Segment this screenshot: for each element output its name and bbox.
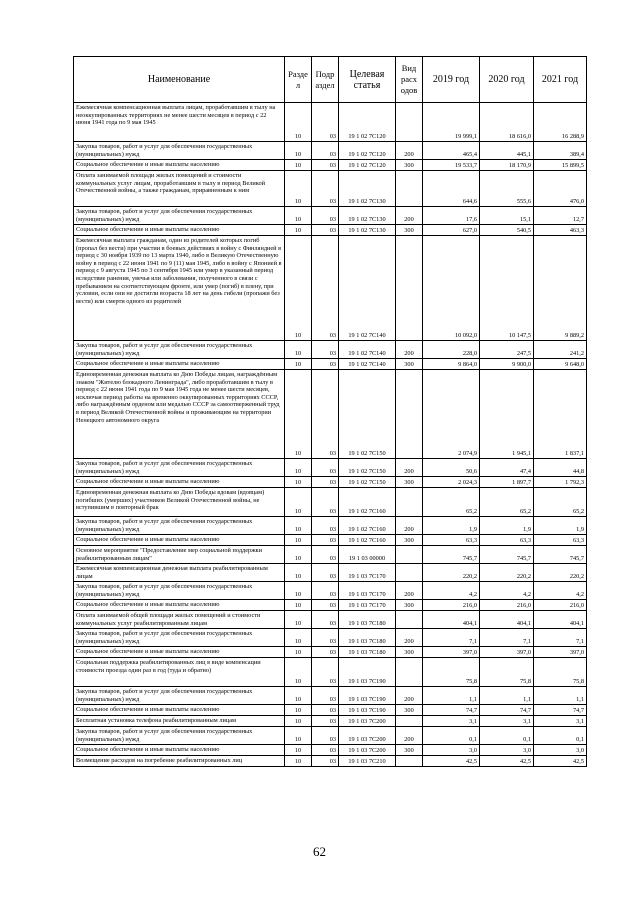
table-row [74,756,587,767]
header-expense-type: Вид расх одов [396,57,423,103]
cell-2019: 1,9 [423,517,480,535]
cell-name: Ежемесячная выплата гражданам, один из родителей которых погиб (пропал без вести) при участии в боевых действиях в войну с Финляндией в период с 30 ноября 1939 по 13 марта 1940, либо в Великую Отечественную войну в период с 22 июня 1941 по 9 (11) мая 1945, либо в войну с Японией в период с 9 августа 1945 по 3 сентября 1945 или умер в указанный период вследствие ранения, увечья или заболевания, полученного в связи с пребыванием на соответствующем фронте, или умер (погиб) в плену, при условии, если они не достигли возраста 18 лет на день гибели (пропажи без вести) или смерти одного из родителей [74,236,285,341]
cell-2019: 10 092,0 [423,236,480,341]
cell-name: Возмещение расходов на погребение реабилитированных лиц [74,756,285,767]
cell-2020: 1,1 [480,687,534,705]
cell-target-article: 19 1 03 7С190 [339,705,396,716]
cell-target-article: 19 1 03 7С170 [339,564,396,582]
table-row [74,647,587,658]
table-row [74,142,587,160]
cell-2020: 540,5 [480,225,534,236]
cell-2020: 1,9 [480,517,534,535]
cell-target-article: 19 1 02 7С160 [339,535,396,546]
cell-section: 10 [285,477,312,488]
table-row [74,207,587,225]
cell-2021: 463,3 [534,225,587,236]
cell-2021: 0,1 [534,727,587,745]
cell-2019: 0,1 [423,727,480,745]
cell-expense-type: 200 [396,727,423,745]
cell-target-article: 19 1 02 7С140 [339,359,396,370]
cell-2021: 404,1 [534,611,587,629]
cell-2021: 3,1 [534,716,587,727]
cell-2019: 216,0 [423,600,480,611]
table-row [74,745,587,756]
cell-subsection: 03 [312,225,339,236]
cell-subsection: 03 [312,705,339,716]
table-row [74,341,587,359]
cell-section: 10 [285,207,312,225]
cell-2019: 404,1 [423,611,480,629]
cell-expense-type [396,756,423,767]
cell-subsection: 03 [312,488,339,517]
table-row [74,727,587,745]
cell-2019: 19 999,1 [423,103,480,142]
cell-expense-type: 200 [396,207,423,225]
cell-subsection: 03 [312,756,339,767]
cell-expense-type [396,488,423,517]
cell-expense-type: 300 [396,225,423,236]
cell-2019: 7,1 [423,629,480,647]
cell-2020: 65,2 [480,488,534,517]
cell-expense-type: 300 [396,359,423,370]
cell-name: Социальное обеспечение и иные выплаты населению [74,477,285,488]
cell-expense-type: 300 [396,600,423,611]
cell-subsection: 03 [312,477,339,488]
cell-name: Закупка товаров, работ и услуг для обеспечения государственных (муниципальных) нужд [74,341,285,359]
cell-name: Социальное обеспечение и иные выплаты населению [74,745,285,756]
cell-2019: 3,1 [423,716,480,727]
cell-target-article: 19 1 02 7С150 [339,459,396,477]
table-row [74,705,587,716]
cell-section: 10 [285,600,312,611]
cell-name: Закупка товаров, работ и услуг для обеспечения государственных (муниципальных) нужд [74,207,285,225]
cell-target-article: 19 1 02 7С120 [339,142,396,160]
cell-section: 10 [285,341,312,359]
cell-section: 10 [285,142,312,160]
cell-2019: 220,2 [423,564,480,582]
cell-target-article: 19 1 03 7С190 [339,658,396,687]
cell-2020: 397,0 [480,647,534,658]
table-row [74,687,587,705]
cell-section: 10 [285,564,312,582]
cell-section: 10 [285,727,312,745]
table-row [74,236,587,341]
cell-target-article: 19 1 02 7С140 [339,341,396,359]
cell-2021: 3,0 [534,745,587,756]
cell-2021: 745,7 [534,546,587,564]
cell-name: Социальное обеспечение и иные выплаты населению [74,600,285,611]
cell-2019: 4,2 [423,582,480,600]
cell-name: Социальное обеспечение и иные выплаты населению [74,359,285,370]
cell-2020: 18 170,9 [480,160,534,171]
cell-section: 10 [285,582,312,600]
cell-target-article: 19 1 03 00000 [339,546,396,564]
cell-2020: 216,0 [480,600,534,611]
cell-2019: 644,6 [423,171,480,207]
cell-expense-type: 200 [396,582,423,600]
cell-subsection: 03 [312,600,339,611]
cell-2020: 445,1 [480,142,534,160]
cell-target-article: 19 1 03 7С180 [339,647,396,658]
cell-name: Ежемесячная компенсационная денежная выплата реабилитированным лицам [74,564,285,582]
cell-subsection: 03 [312,517,339,535]
cell-2021: 75,8 [534,658,587,687]
header-target-article: Целевая статья [339,57,396,103]
cell-subsection: 03 [312,207,339,225]
cell-2020: 220,2 [480,564,534,582]
cell-2019: 65,2 [423,488,480,517]
cell-2020: 0,1 [480,727,534,745]
cell-2020: 15,1 [480,207,534,225]
table-row [74,611,587,629]
cell-name: Основное мероприятие "Предоставление мер социальной поддержки реабилитированным лицам" [74,546,285,564]
table-body [74,103,587,767]
cell-2020: 18 616,0 [480,103,534,142]
cell-2019: 1,1 [423,687,480,705]
cell-target-article: 19 1 02 7С130 [339,171,396,207]
cell-expense-type: 300 [396,160,423,171]
cell-target-article: 19 1 02 7С130 [339,207,396,225]
cell-2019: 2 024,3 [423,477,480,488]
cell-name: Бесплатная установка телефона реабилитированным лицам [74,716,285,727]
cell-expense-type: 300 [396,745,423,756]
header-year-2020: 2020 год [480,57,534,103]
cell-section: 10 [285,370,312,459]
cell-target-article: 19 1 03 7С190 [339,687,396,705]
cell-target-article: 19 1 03 7С180 [339,611,396,629]
cell-name: Социальное обеспечение и иные выплаты населению [74,535,285,546]
cell-2020: 1 945,1 [480,370,534,459]
table-row [74,103,587,142]
cell-2020: 75,8 [480,658,534,687]
cell-expense-type [396,103,423,142]
cell-2021: 216,0 [534,600,587,611]
cell-2021: 9 889,2 [534,236,587,341]
cell-2021: 1 837,1 [534,370,587,459]
cell-name: Социальное обеспечение и иные выплаты населению [74,705,285,716]
cell-name: Закупка товаров, работ и услуг для обеспечения государственных (муниципальных) нужд [74,459,285,477]
cell-2021: 4,2 [534,582,587,600]
cell-name: Социальная поддержка реабилитированных лиц в виде компенсации стоимости проезда один раз в год (туда и обратно) [74,658,285,687]
table-row [74,582,587,600]
cell-name: Закупка товаров, работ и услуг для обеспечения государственных (муниципальных) нужд [74,687,285,705]
cell-2019: 74,7 [423,705,480,716]
cell-2021: 63,3 [534,535,587,546]
cell-2020: 42,5 [480,756,534,767]
cell-section: 10 [285,611,312,629]
cell-target-article: 19 1 02 7С120 [339,103,396,142]
cell-section: 10 [285,160,312,171]
cell-2021: 7,1 [534,629,587,647]
cell-section: 10 [285,756,312,767]
cell-section: 10 [285,103,312,142]
cell-target-article: 19 1 03 7С180 [339,629,396,647]
cell-expense-type [396,611,423,629]
cell-subsection: 03 [312,160,339,171]
cell-2020: 7,1 [480,629,534,647]
cell-expense-type [396,716,423,727]
cell-section: 10 [285,658,312,687]
cell-2021: 44,8 [534,459,587,477]
cell-2019: 63,3 [423,535,480,546]
cell-2020: 745,7 [480,546,534,564]
cell-subsection: 03 [312,459,339,477]
cell-expense-type: 200 [396,687,423,705]
table-row [74,564,587,582]
cell-2021: 397,0 [534,647,587,658]
cell-2021: 16 288,9 [534,103,587,142]
cell-expense-type: 200 [396,142,423,160]
cell-name: Социальное обеспечение и иные выплаты населению [74,225,285,236]
cell-name: Закупка товаров, работ и услуг для обеспечения государственных (муниципальных) нужд [74,629,285,647]
cell-2021: 241,2 [534,341,587,359]
cell-expense-type: 300 [396,647,423,658]
table-row [74,629,587,647]
table-row [74,658,587,687]
cell-section: 10 [285,745,312,756]
cell-2020: 3,1 [480,716,534,727]
cell-target-article: 19 1 02 7С150 [339,477,396,488]
cell-2021: 74,7 [534,705,587,716]
cell-section: 10 [285,647,312,658]
cell-target-article: 19 1 03 7С200 [339,727,396,745]
cell-2021: 1,9 [534,517,587,535]
cell-target-article: 19 1 02 7С130 [339,225,396,236]
cell-expense-type: 200 [396,517,423,535]
cell-2020: 247,5 [480,341,534,359]
cell-expense-type: 300 [396,535,423,546]
header-name: Наименование [74,57,285,103]
cell-subsection: 03 [312,687,339,705]
cell-subsection: 03 [312,142,339,160]
cell-target-article: 19 1 03 7С210 [339,756,396,767]
table-row [74,546,587,564]
cell-name: Закупка товаров, работ и услуг для обеспечения государственных (муниципальных) нужд [74,142,285,160]
table-row [74,459,587,477]
cell-2019: 3,0 [423,745,480,756]
cell-expense-type: 300 [396,477,423,488]
cell-subsection: 03 [312,727,339,745]
cell-subsection: 03 [312,658,339,687]
cell-subsection: 03 [312,370,339,459]
cell-subsection: 03 [312,535,339,546]
cell-2019: 50,6 [423,459,480,477]
cell-target-article: 19 1 02 7С140 [339,236,396,341]
cell-section: 10 [285,488,312,517]
cell-2020: 555,6 [480,171,534,207]
cell-subsection: 03 [312,564,339,582]
cell-2020: 404,1 [480,611,534,629]
cell-expense-type: 300 [396,705,423,716]
cell-2019: 75,8 [423,658,480,687]
table-row [74,160,587,171]
cell-target-article: 19 1 03 7С170 [339,582,396,600]
cell-2021: 9 648,0 [534,359,587,370]
cell-target-article: 19 1 03 7С200 [339,745,396,756]
cell-expense-type [396,564,423,582]
cell-2019: 627,0 [423,225,480,236]
cell-section: 10 [285,716,312,727]
cell-2020: 1 897,7 [480,477,534,488]
cell-section: 10 [285,687,312,705]
cell-section: 10 [285,705,312,716]
table-row [74,477,587,488]
cell-2020: 9 900,0 [480,359,534,370]
table-row [74,716,587,727]
cell-2020: 4,2 [480,582,534,600]
cell-subsection: 03 [312,236,339,341]
cell-target-article: 19 1 02 7С150 [339,370,396,459]
table-row [74,535,587,546]
cell-2021: 389,4 [534,142,587,160]
cell-section: 10 [285,459,312,477]
cell-name: Единовременная денежная выплата ко Дню Победы лицам, награждённым знаком "Жителю блокадного Ленинграда", либо проработавшим в тылу в период с 22 июня 1941 года по 9 мая 1945 года не менее шести месяцев, исключая период работы на временно оккупированных территориях СССР, либо награждённым орденом или медалью СССР за самоотверженный труд в период Великой Отечественной войны и проживающим на территории Ненецкого автономного округа [74,370,285,459]
table-header-row [74,57,587,103]
header-year-2019: 2019 год [423,57,480,103]
header-subsection: Подр аздел [312,57,339,103]
cell-section: 10 [285,517,312,535]
cell-section: 10 [285,225,312,236]
table-row [74,359,587,370]
cell-2021: 1,1 [534,687,587,705]
cell-name: Социальное обеспечение и иные выплаты населению [74,160,285,171]
table-row [74,600,587,611]
cell-2021: 1 792,3 [534,477,587,488]
cell-2019: 465,4 [423,142,480,160]
table-row [74,517,587,535]
cell-2021: 12,7 [534,207,587,225]
cell-2021: 220,2 [534,564,587,582]
table-row [74,488,587,517]
header-year-2021: 2021 год [534,57,587,103]
cell-name: Закупка товаров, работ и услуг для обеспечения государственных (муниципальных) нужд [74,727,285,745]
cell-subsection: 03 [312,341,339,359]
cell-subsection: 03 [312,582,339,600]
cell-name: Социальное обеспечение и иные выплаты населению [74,647,285,658]
cell-2019: 42,5 [423,756,480,767]
cell-name: Единовременная денежная выплата ко Дню Победы вдовам (вдовцам) погибших (умерших) участников Великой Отечественной войны, не вступившим в повторный брак [74,488,285,517]
cell-section: 10 [285,629,312,647]
cell-section: 10 [285,535,312,546]
cell-2019: 17,6 [423,207,480,225]
page-number: 62 [313,844,326,859]
cell-expense-type: 200 [396,459,423,477]
budget-table-sheet [73,56,586,767]
cell-expense-type [396,370,423,459]
cell-name: Оплата занимаемой площади жилых помещений и стоимости коммунальных услуг лицам, проработавшим в тылу в период Великой Отечественной войны, а также гражданам, приравненным к ним [74,171,285,207]
cell-subsection: 03 [312,171,339,207]
table-row [74,225,587,236]
cell-subsection: 03 [312,716,339,727]
cell-target-article: 19 1 02 7С160 [339,517,396,535]
cell-expense-type [396,658,423,687]
cell-expense-type [396,171,423,207]
cell-subsection: 03 [312,745,339,756]
cell-2019: 9 864,0 [423,359,480,370]
cell-section: 10 [285,359,312,370]
cell-target-article: 19 1 02 7С160 [339,488,396,517]
cell-subsection: 03 [312,103,339,142]
cell-subsection: 03 [312,611,339,629]
cell-target-article: 19 1 02 7С120 [339,160,396,171]
cell-section: 10 [285,171,312,207]
table-row [74,171,587,207]
cell-2019: 2 074,9 [423,370,480,459]
cell-2020: 10 147,5 [480,236,534,341]
table-row [74,370,587,459]
cell-expense-type [396,236,423,341]
cell-2019: 19 533,7 [423,160,480,171]
cell-target-article: 19 1 03 7С170 [339,600,396,611]
cell-2021: 65,2 [534,488,587,517]
cell-section: 10 [285,236,312,341]
cell-section: 10 [285,546,312,564]
cell-name: Закупка товаров, работ и услуг для обеспечения государственных (муниципальных) нужд [74,582,285,600]
cell-2021: 42,5 [534,756,587,767]
cell-name: Закупка товаров, работ и услуг для обеспечения государственных (муниципальных) нужд [74,517,285,535]
cell-2020: 3,0 [480,745,534,756]
cell-2020: 74,7 [480,705,534,716]
cell-expense-type: 200 [396,629,423,647]
cell-2021: 476,0 [534,171,587,207]
header-section: Разде л [285,57,312,103]
cell-name: Ежемесячная компенсационная выплата лицам, проработавшим в тылу на неоккупированных территориях не менее шести месяцев в период с 22 июня 1941 года по 9 мая 1945 [74,103,285,142]
cell-2019: 397,0 [423,647,480,658]
cell-expense-type [396,546,423,564]
cell-name: Оплата занимаемой общей площади жилых помещений и стоимости коммунальных услуг реабилитированным лицам [74,611,285,629]
cell-subsection: 03 [312,647,339,658]
cell-2019: 745,7 [423,546,480,564]
cell-2020: 47,4 [480,459,534,477]
budget-table [73,56,587,767]
cell-2019: 228,0 [423,341,480,359]
cell-2020: 63,3 [480,535,534,546]
cell-expense-type: 200 [396,341,423,359]
cell-subsection: 03 [312,546,339,564]
cell-subsection: 03 [312,629,339,647]
cell-subsection: 03 [312,359,339,370]
cell-2021: 15 899,5 [534,160,587,171]
cell-target-article: 19 1 03 7С200 [339,716,396,727]
